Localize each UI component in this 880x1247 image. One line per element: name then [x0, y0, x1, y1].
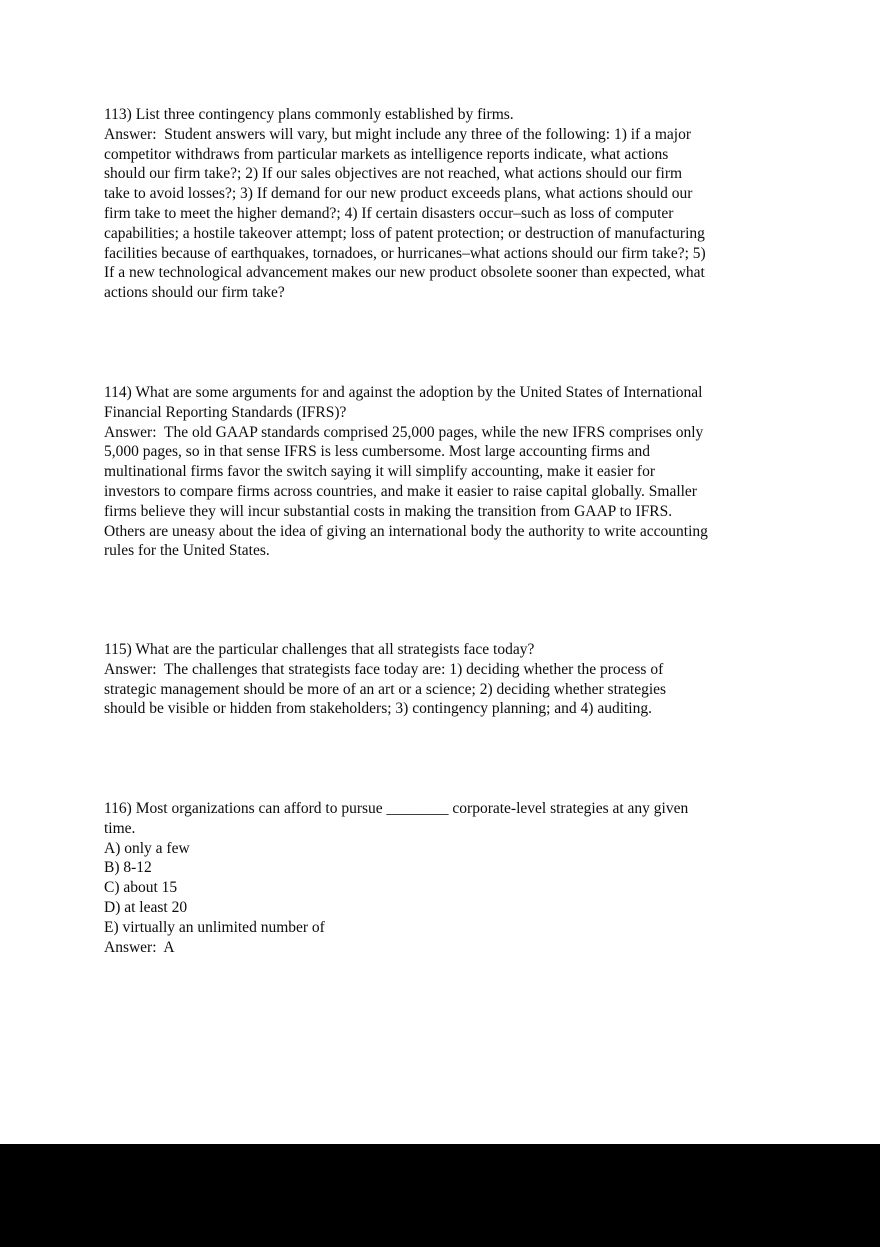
- question-115-block: [104, 640, 794, 719]
- text-line: 115) What are the particular challenges that all strategists face today?: [104, 641, 535, 658]
- text-line: should our firm take?; 2) If our sales objectives are not reached, what actions should our firm: [104, 165, 683, 183]
- text-line: rules for the United States.: [104, 542, 270, 560]
- text-line: competitor withdraws from particular markets as intelligence reports indicate, what actions: [104, 145, 669, 163]
- question-114-block: [104, 383, 794, 561]
- text-line: Answer: Student answers will vary, but might include any three of the following: 1) if a major: [104, 125, 692, 143]
- text-line: facilities because of earthquakes, tornadoes, or hurricanes–what actions should our firm take?; 5): [104, 244, 706, 262]
- question-116-block: [104, 799, 794, 957]
- text-line: B) 8-12: [104, 859, 152, 877]
- text-line: If a new technological advancement makes our new product obsolete sooner than expected, what: [104, 264, 705, 282]
- text-line: 116) Most organizations can afford to pursue ________ corporate-level strategies at any given: [104, 800, 689, 817]
- text-line: 113) List three contingency plans commonly established by firms.: [104, 106, 514, 123]
- question-113-block: [104, 105, 794, 303]
- text-line: multinational firms favor the switch saying it will simplify accounting, make it easier for: [104, 463, 655, 481]
- text-line: Financial Reporting Standards (IFRS)?: [104, 403, 347, 421]
- text-line: take to avoid losses?; 3) If demand for our new product exceeds plans, what actions should our: [104, 185, 693, 203]
- text-line: C) about 15: [104, 879, 178, 897]
- text-line: Answer: A: [104, 938, 175, 956]
- text-line: firms believe they will incur substantial costs in making the transition from GAAP to IFRS.: [104, 502, 673, 520]
- text-line: time.: [104, 819, 136, 837]
- text-line: should be visible or hidden from stakeholders; 3) contingency planning; and 4) auditing.: [104, 700, 652, 718]
- text-line: E) virtually an unlimited number of: [104, 918, 325, 936]
- text-line: Others are uneasy about the idea of giving an international body the authority to write accounting: [104, 522, 708, 540]
- text-line: firm take to meet the higher demand?; 4) If certain disasters occur–such as loss of computer: [104, 204, 674, 222]
- text-line: Answer: The challenges that strategists face today are: 1) deciding whether the process of: [104, 660, 664, 678]
- text-line: A) only a few: [104, 839, 190, 857]
- text-line: investors to compare firms across countries, and make it easier to raise capital globally. Smaller: [104, 482, 697, 500]
- text-line: actions should our firm take?: [104, 284, 285, 302]
- text-line: D) at least 20: [104, 898, 188, 916]
- text-line: capabilities; a hostile takeover attempt; loss of patent protection; or destruction of manufacturing: [104, 224, 705, 242]
- text-line: 5,000 pages, so in that sense IFRS is less cumbersome. Most large accounting firms and: [104, 443, 651, 461]
- text-line: strategic management should be more of an art or a science; 2) deciding whether strategies: [104, 680, 667, 698]
- text-line: 114) What are some arguments for and against the adoption by the United States of International: [104, 384, 703, 401]
- text-line: Answer: The old GAAP standards comprised 25,000 pages, while the new IFRS comprises only: [104, 423, 704, 441]
- footer-redaction-bar: [0, 1144, 880, 1247]
